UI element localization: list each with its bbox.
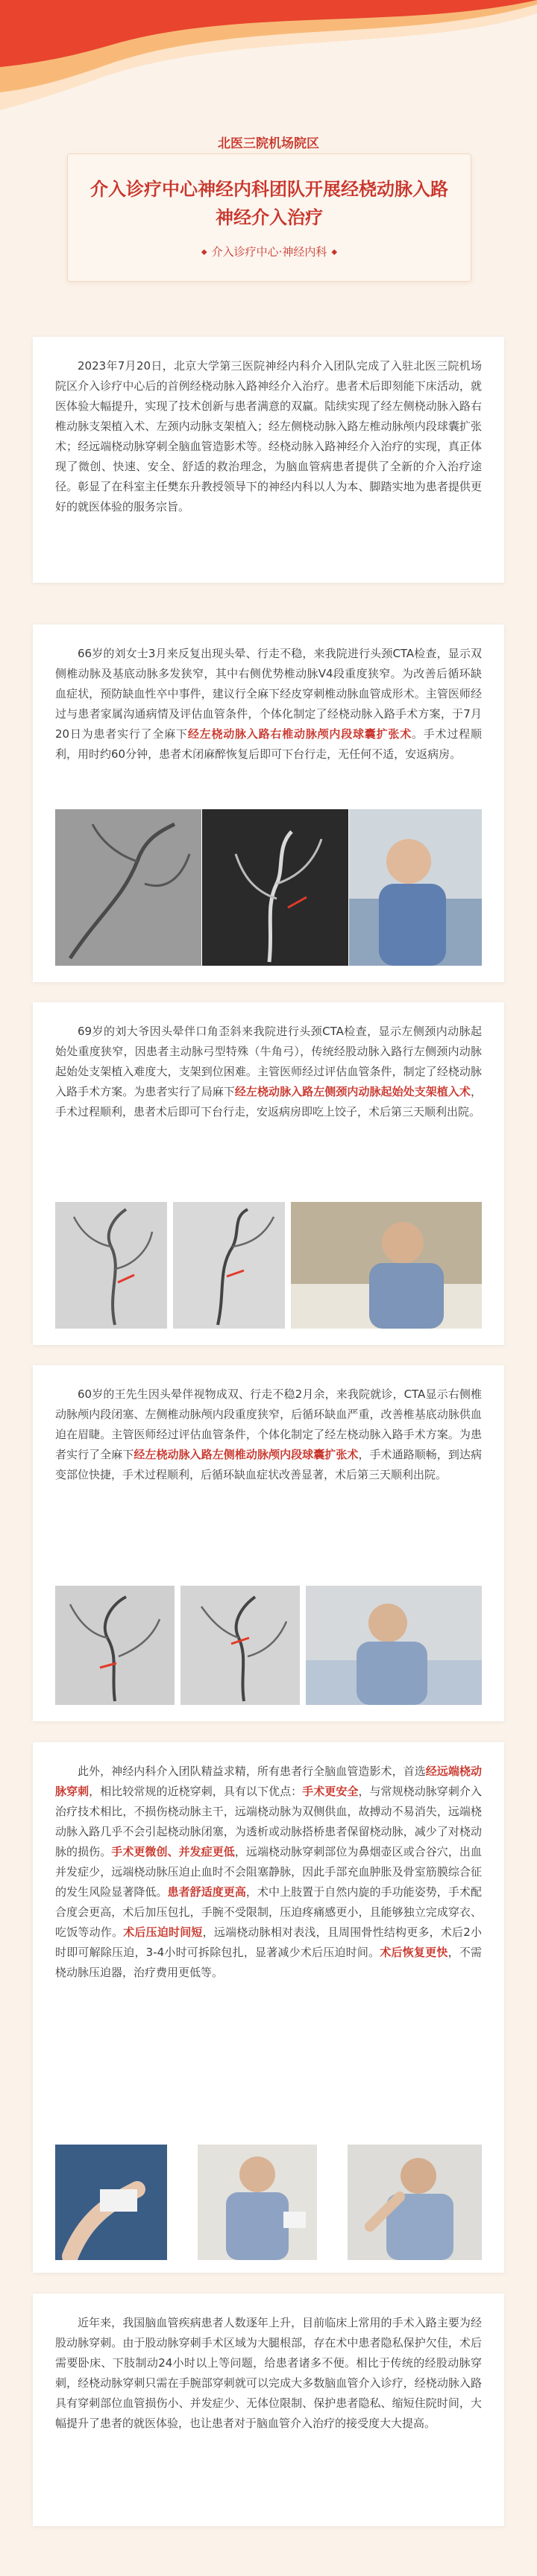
case3-card — [33, 1365, 504, 1721]
page-title-line2: 神经介入治疗 — [216, 207, 323, 228]
case1-card — [33, 624, 504, 982]
patient-photo — [349, 809, 482, 966]
case1-paragraph: 66岁的刘女士3月来反复出现头晕、行走不稳，来我院进行头颈CTA检查，显示双侧椎动脉及基底动脉多发狭窄，其中右侧优势椎动脉V4段重度狭窄。为改善后循环缺血症状，预防缺血性卒中事件，建议行全麻下经皮穿刺椎动脉血管成形术。主管医师经过与患者家属沟通病情及评估血管条件，个体化制定了经桡动脉入路手术方案，于7月20日为患者实行了全麻下经左桡动脉入路右椎动脉颅内段球囊扩张术。手术过程顺利，用时约60分钟，患者术闭麻醉恢复后即可下台行走，无任何不适，安返病房。 — [55, 647, 482, 761]
case3-highlight: 经左桡动脉入路左侧椎动脉颅内段球囊扩张术 — [134, 1448, 359, 1461]
case2-paragraph: 69岁的刘大爷因头晕伴口角歪斜来我院进行头颈CTA检查，显示左侧颈内动脉起始处重度狭窄，因患者主动脉弓型特殊（牛角弓），传统经股动脉入路行左侧颈内动脉起始处支架植入难度大，支架到位困难。主管医师经过评估血管条件，制定了经桡动脉入路手术方案。为患者实行了局麻下经左桡动脉入路左侧颈内动脉起始处支架植入术，手术过程顺利，患者术后即可下台行走，安返病房即吃上饺子，术后第三天顺利出院。 — [55, 1025, 482, 1118]
case3-photos — [55, 1586, 482, 1705]
summary-highlight-distal-radial: 经远端桡动脉穿刺 — [55, 1765, 482, 1798]
summary-highlight-faster-recovery: 术后恢复更快 — [380, 1946, 448, 1959]
header-swoosh-decoration — [0, 0, 537, 112]
case3-paragraph: 60岁的王先生因头晕伴视物成双、行走不稳2月余，来我院就诊，CTA显示右侧椎动脉颅内段闭塞、左侧椎动脉颅内段重度狭窄，后循环缺血严重，改善椎基底动脉供血迫在眉睫。主管医师经过评估血管条件，个体化制定了经左桡动脉入路手术方案。为患者实行了全麻下经左桡动脉入路左侧椎动脉颅内段球囊扩张术，手术通路顺畅，到达病变部位快捷，手术过程顺利，后循环缺血症状改善显著，术后第三天顺利出院。 — [55, 1387, 482, 1481]
patient-photo — [348, 2145, 482, 2260]
section-tag: 北医三院机场院区 — [218, 136, 319, 151]
angiography-image — [55, 1202, 167, 1329]
subtitle-text: 介入诊疗中心·神经内科 — [211, 245, 327, 259]
case1-photos — [55, 809, 482, 966]
angiography-image — [55, 1586, 175, 1705]
diamond-icon: ◆ — [331, 248, 338, 256]
summary-highlight-short-compression: 术后压迫时间短 — [123, 1925, 203, 1939]
summary-card — [33, 1742, 504, 2273]
diamond-icon: ◆ — [201, 248, 207, 256]
angiography-image — [180, 1586, 300, 1705]
patient-photo — [291, 1202, 482, 1329]
case2-photos — [55, 1202, 482, 1329]
angiography-image — [173, 1202, 285, 1329]
page-title-line1: 介入诊疗中心神经内科团队开展经桡动脉入路 — [90, 179, 448, 200]
closing-paragraph: 近年来，我国脑血管疾病患者人数逐年上升，目前临床上常用的手术入路主要为经股动脉穿刺。由于股动脉穿刺手术区域为大腿根部，存在术中患者隐私保护欠佳，术后需要卧床、下肢制动24小时以上等问题，给患者诸多不便。相比于传统的经股动脉穿刺，经桡动脉穿刺只需在手腕部穿刺就可以完成大多数脑血管介入诊疗，经桡动脉入路具有穿刺部位血管损伤小、并发症少、无体位限制、保护患者隐私、缩短住院时间，大幅提升了患者的就医体验，也让患者对于脑血管介入治疗的接受度大大提高。 — [55, 2316, 482, 2430]
intro-card — [33, 337, 504, 583]
summary-highlight-comfort: 患者舒适度更高 — [167, 1885, 246, 1899]
summary-highlight-safer: 手术更安全 — [302, 1785, 359, 1798]
summary-photos — [55, 2145, 482, 2260]
case1-highlight: 经左桡动脉入路右椎动脉颅内段球囊扩张术 — [187, 727, 412, 741]
patient-photo — [198, 2145, 317, 2260]
angiography-image — [55, 809, 201, 966]
angiography-image — [202, 809, 348, 966]
intro-paragraph: 2023年7月20日，北京大学第三医院神经内科介入团队完成了入驻北医三院机场院区介入诊疗中心后的首例经桡动脉入路神经介入治疗。患者术后即刻能下床活动，就医体验大幅提升，实现了技术创新与患者满意的双赢。陆续实现了经左侧桡动脉入路右椎动脉支架植入术、左颈内动脉支架植入；经左侧桡动脉入路左椎动脉颅内段球囊扩张术；经远端桡动脉穿刺全脑血管造影术等。经桡动脉入路神经介入治疗的实现，真正体现了微创、快速、安全、舒适的救治理念，为脑血管病患者提供了全新的介入治疗途径。彰显了在科室主任樊东升教授领导下的神经内科以人为本、脚踏实地为患者提供更好的就医体验的服务宗旨。 — [55, 359, 482, 513]
summary-paragraph: 此外，神经内科介入团队精益求精，所有患者行全脑血管造影术，首选经远端桡动脉穿刺，相比较常规的近桡穿刺，具有以下优点：手术更安全，与常规桡动脉穿刺介入治疗技术相比，不损伤桡动脉主干，远端桡动脉为双侧供血，故搏动不易消失，远端桡动脉入路几乎不会引起桡动脉闭塞，为透析或动脉搭桥患者保留桡动脉，减少了对桡动脉的损伤。手术更微创、并发症更低，远端桡动脉穿刺部位为鼻烟壶区或合谷穴，出血并发症少，远端桡动脉压迫止血时不会阻塞静脉，因此手部充血肿胀及骨室筋膜综合征的发生风险显著降低。患者舒适度更高，术中上肢置于自然内旋的手功能姿势，手术配合度会更高，术后加压包扎，手腕不受限制，压迫疼痛感更小，且能够独立完成穿衣、吃饭等动作。术后压迫时间短，远端桡动脉相对表浅，且周围骨性结构更多，术后2小时即可解除压迫，3-4小时可拆除包扎，显著减少术后压迫时间。术后恢复更快，不需桡动脉压迫器，治疗费用更低等。 — [55, 1765, 482, 1979]
case2-highlight: 经左桡动脉入路左侧颈内动脉起始处支架植入术 — [234, 1085, 471, 1098]
patient-photo — [306, 1586, 482, 1705]
wrist-procedure-photo — [55, 2145, 167, 2260]
subtitle — [68, 244, 471, 259]
closing-card — [33, 2294, 504, 2526]
title-card — [67, 154, 471, 282]
summary-highlight-less-invasive: 手术更微创、并发症更低 — [111, 1845, 235, 1858]
case2-card — [33, 1002, 504, 1345]
